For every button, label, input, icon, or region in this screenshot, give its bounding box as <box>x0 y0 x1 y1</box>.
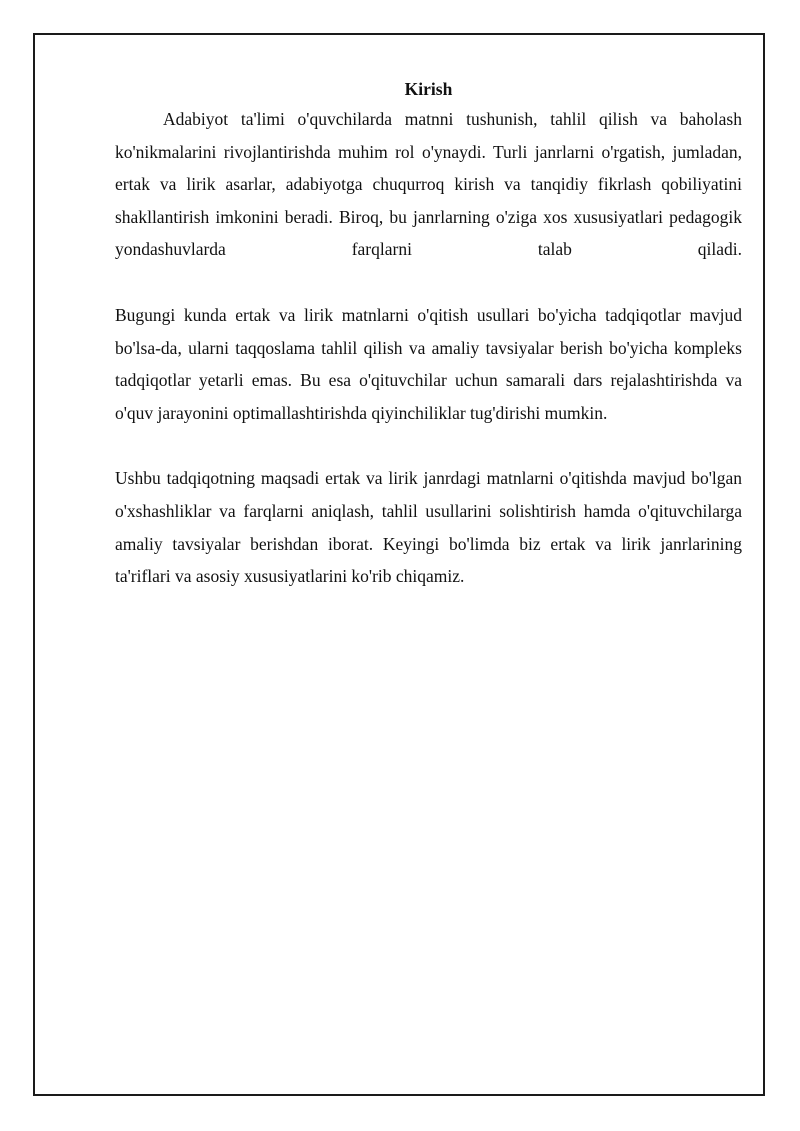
document-body <box>115 76 742 593</box>
paragraph-intro: Adabiyot ta'limi o'quvchilarda matnni tushunish, tahlil qilish va baholash ko'nikmalarini rivojlantirishda muhim rol o'ynaydi. Turli janrlarni o'rgatish, jumladan, ertak va lirik asarlar, adabiyotga chuqurroq kirish va tanqidiy fikrlash qobiliyatini shakllantirish imkonini beradi. Biroq, bu janrlarning o'ziga xos xususiyatlari pedagogik yondashuvlarda farqlarni talab qiladi. <box>115 109 742 260</box>
paragraph-research-gap: Bugungi kunda ertak va lirik matnlarni o'qitish usullari bo'yicha tadqiqotlar mavjud bo'lsa-da, ularni taqqoslama tahlil qilish va amaliy tavsiyalar berish bo'yicha kompleks tadqiqotlar yetarli emas. Bu esa o'qituvchilar uchun samarali dars rejalashtirishda va o'quv jarayonini optimallashtirishda qiyinchiliklar tug'dirishi mumkin. <box>115 304 742 423</box>
section-title: Kirish <box>404 79 453 99</box>
paragraph-purpose: Ushbu tadqiqotning maqsadi ertak va lirik janrdagi matnlarni o'qitishda mavjud bo'lgan o'xshashliklar va farqlarni aniqlash, tahlil usullarini solishtirish hamda o'qituvchilarga amaliy tavsiyalar berishdan iborat. Keyingi bo'limda biz ertak va lirik janrlarining ta'riflari va asosiy xususiyatlarini ko'rib chiqamiz. <box>115 468 742 587</box>
